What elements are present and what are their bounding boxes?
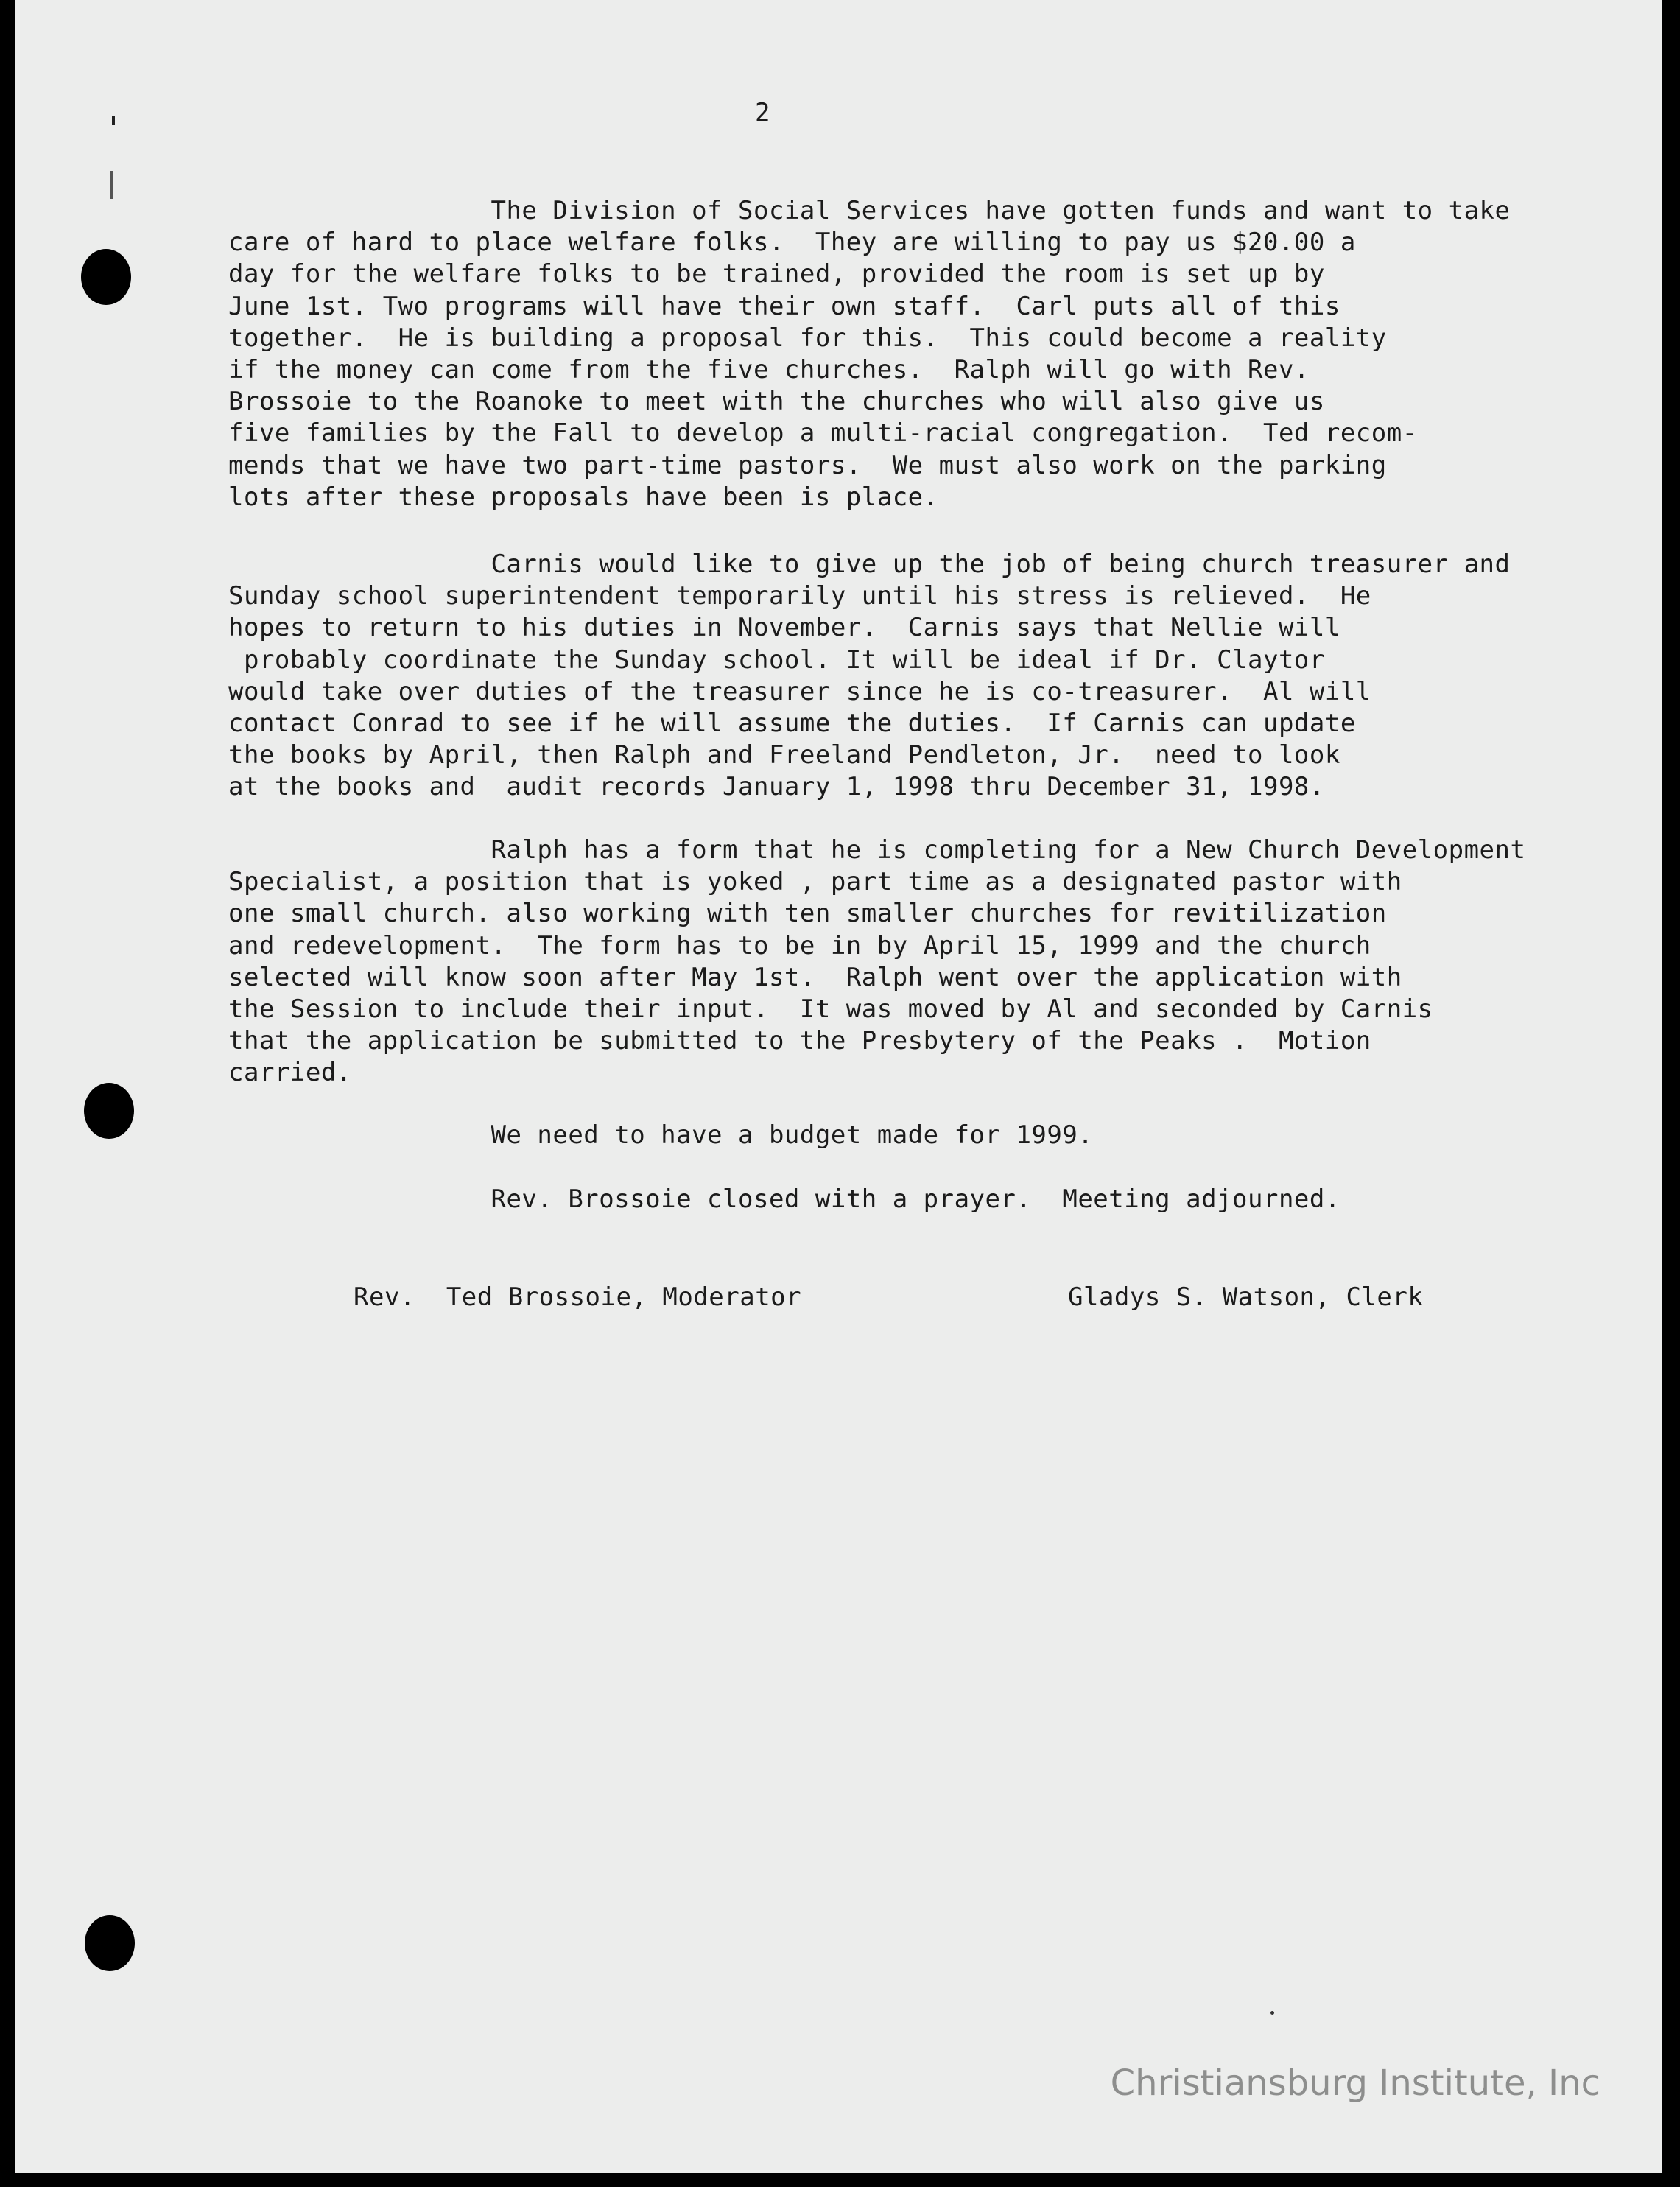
text-line: The Division of Social Services have gotten funds and want to take xyxy=(228,196,1511,225)
text-line: that the application be submitted to the Presbytery of the Peaks . Motion xyxy=(228,1026,1371,1056)
text-line: Brossoie to the Roanoke to meet with the churches who will also give us xyxy=(228,387,1325,417)
text-line: contact Conrad to see if he will assume the duties. If Carnis can update xyxy=(228,708,1356,738)
stray-mark xyxy=(1270,2011,1274,2015)
binder-hole-middle xyxy=(84,1083,134,1139)
text-line: hopes to return to his duties in November. Carnis says that Nellie will xyxy=(228,613,1340,643)
text-line: Ralph has a form that he is completing for a New Church Development xyxy=(228,835,1526,865)
margin-mark xyxy=(110,171,113,199)
text-line: selected will know soon after May 1st. Ralph went over the application with xyxy=(228,962,1402,992)
text-line: the books by April, then Ralph and Freeland Pendleton, Jr. need to look xyxy=(228,740,1340,770)
paragraph-budget xyxy=(228,1120,1093,1151)
text-line: Rev. Brossoie closed with a prayer. Meeting adjourned. xyxy=(228,1184,1340,1214)
text-line: at the books and audit records January 1, 1998 thru December 31, 1998. xyxy=(228,772,1325,802)
text-line: carried. xyxy=(228,1058,352,1088)
text-line: and redevelopment. The form has to be in by April 15, 1999 and the church xyxy=(228,930,1371,961)
page-number: 2 xyxy=(755,98,770,127)
text-line: lots after these proposals have been is place. xyxy=(228,482,939,512)
text-line: if the money can come from the five churches. Ralph will go with Rev. xyxy=(228,354,1310,385)
text-line: day for the welfare folks to be trained, provided the room is set up by xyxy=(228,259,1325,289)
text-line: one small church. also working with ten smaller churches for revitilization xyxy=(228,899,1387,929)
text-line: June 1st. Two programs will have their own staff. Carl puts all of this xyxy=(228,291,1340,321)
text-line: Specialist, a position that is yoked , part time as a designated pastor with xyxy=(228,867,1402,897)
text-line: care of hard to place welfare folks. They are willing to pay us $20.00 a xyxy=(228,228,1356,258)
clerk-signature: Gladys S. Watson, Clerk xyxy=(1068,1282,1424,1312)
text-line: Sunday school superintendent temporarily until his stress is relieved. He xyxy=(228,581,1371,611)
margin-mark xyxy=(112,116,115,125)
paragraph-treasurer xyxy=(228,549,1511,804)
paragraph-closing xyxy=(228,1184,1340,1215)
text-line: probably coordinate the Sunday school. It will be ideal if Dr. Claytor xyxy=(228,645,1325,675)
binder-hole-top xyxy=(81,249,131,305)
text-line: would take over duties of the treasurer since he is co-treasurer. Al will xyxy=(228,676,1371,706)
paragraph-social-services xyxy=(228,195,1511,513)
text-line: the Session to include their input. It was moved by Al and seconded by Carnis xyxy=(228,994,1433,1024)
text-line: mends that we have two part-time pastors. We must also work on the parking xyxy=(228,450,1387,480)
text-line: We need to have a budget made for 1999. xyxy=(228,1120,1094,1150)
binder-hole-bottom xyxy=(85,1915,135,1971)
paragraph-church-development xyxy=(228,835,1525,1089)
watermark: Christiansburg Institute, Inc xyxy=(1110,2063,1600,2104)
text-line: five families by the Fall to develop a multi-racial congregation. Ted recom- xyxy=(228,418,1418,449)
text-line: Carnis would like to give up the job of being church treasurer and xyxy=(228,550,1511,579)
moderator-signature: Rev. Ted Brossoie, Moderator xyxy=(354,1282,802,1312)
text-line: together. He is building a proposal for this. This could become a reality xyxy=(228,323,1387,353)
